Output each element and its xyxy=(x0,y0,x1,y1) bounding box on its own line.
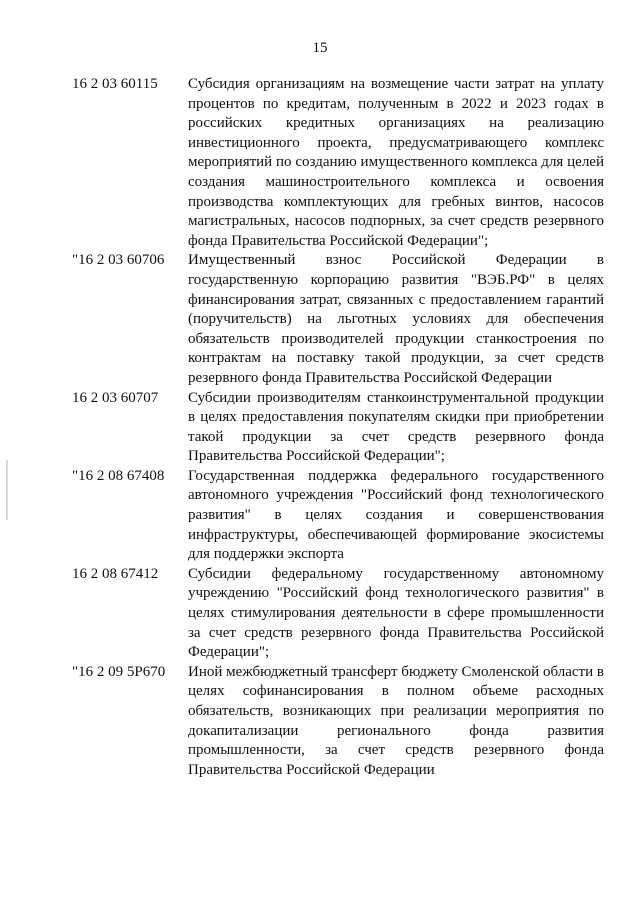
budget-code-row xyxy=(72,565,612,663)
budget-code-row xyxy=(72,251,612,388)
budget-code: "16 2 03 60706 xyxy=(72,252,165,269)
budget-code-description: Государственная поддержка федерального государственного автономного учреждения "Российский фонд технологического развития" в целях создания и совершенствования инфраструктуры, обеспечивающей формирование экосистемы для поддержки экспорта xyxy=(188,467,604,563)
budget-code-description: Субсидии производителям станкоинструментальной продукции в целях предоставления покупателям скидки при приобретении такой продукции за счет средств резервного фонда Правительства Российской Федерации"; xyxy=(188,389,604,465)
budget-code: 16 2 03 60707 xyxy=(72,389,159,406)
budget-code: 16 2 08 67412 xyxy=(72,565,159,582)
page-number: 15 xyxy=(312,40,328,56)
budget-code-description: Имущественный взнос Российской Федерации в государственную корпорацию развития "ВЭБ.РФ" в целях финансирования затрат, связанных с предоставлением гарантий (поручительств) на льготных условиях для обеспечения обязательств производителей продукции станкостроения по контрактам на поставку такой продукции, за счет средств резервного фонда Правительства Российской Федерации xyxy=(188,252,604,386)
budget-code-description: Иной межбюджетный трансферт бюджету Смоленской области в целях софинансирования в полном объеме расходных обязательств, возникающих при реализации мероприятия по докапитализации регионального фонда развития промышленности, за счет средств резервного фонда Правительства Российской Федерации xyxy=(188,663,604,778)
budget-code-description: Субсидии федеральному государственному автономному учреждению "Российский фонд технологического развития" в целях стимулирования деятельности в сфере промышленности за счет средств резервного фонда Правительства Российской Федерации"; xyxy=(188,565,604,661)
budget-code-row xyxy=(72,467,612,565)
budget-code-description: Субсидия организациям на возмещение части затрат на уплату процентов по кредитам, полученным в 2022 и 2023 годах в российских кредитных организациях на реализацию инвестиционного проекта, предусматривающего комплекс мероприятий по созданию имущественного комплекса для целей создания машиностроительного комплекса и освоения производства комплектующих для гребных винтов, насосов магистральных, насосов подпорных, за счет средств резервного фонда Правительства Российской Федерации"; xyxy=(188,76,604,249)
budget-code-row xyxy=(72,75,612,251)
budget-code: 16 2 03 60115 xyxy=(72,76,158,92)
budget-code-row xyxy=(72,663,612,781)
budget-code: "16 2 08 67408 xyxy=(72,467,165,484)
budget-code: "16 2 09 5Р670 xyxy=(72,663,166,680)
budget-code-row xyxy=(72,389,612,467)
scan-edge-mark xyxy=(6,460,8,520)
budget-code-list xyxy=(72,75,612,780)
